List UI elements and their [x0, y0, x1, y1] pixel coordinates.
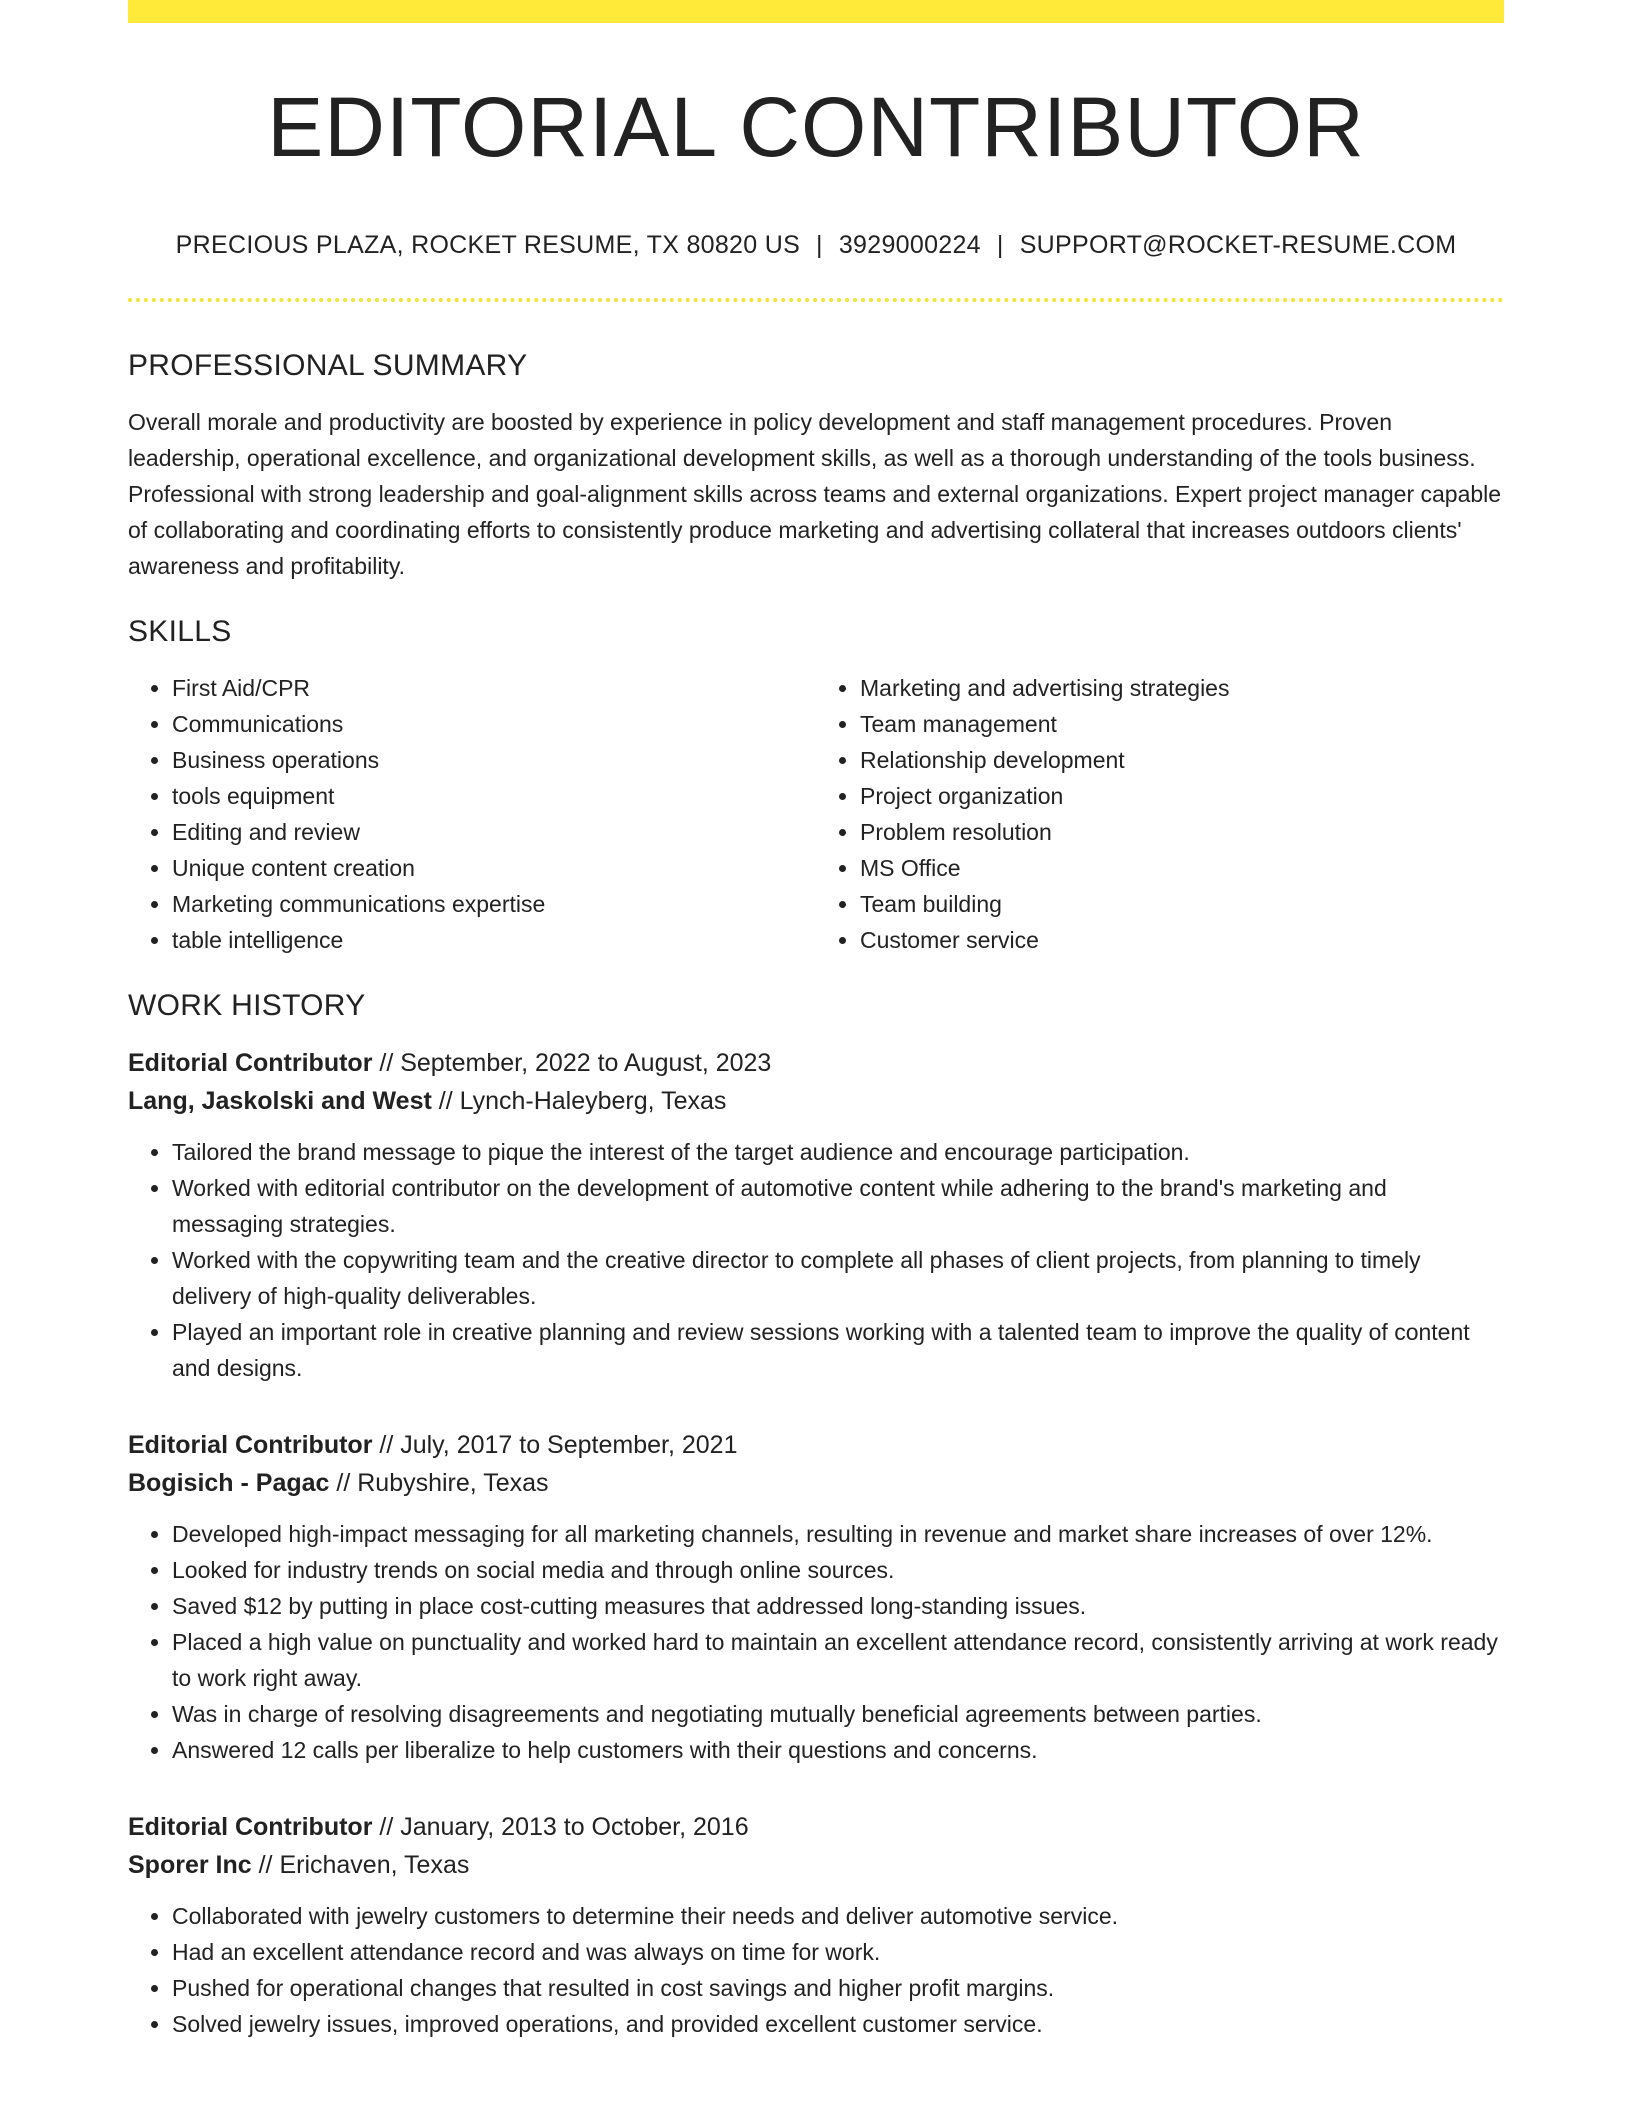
- job-location: // Lynch-Haleyberg, Texas: [431, 1087, 727, 1115]
- summary-text: Overall morale and productivity are boosted by experience in policy development and staff management procedures. Proven leadership, operational excellence, and organizational development skills, as well as a thorough understanding of the tools business. Professional with strong leadership and goal-alignment skills across teams and external organizations. Expert project manager capable of collaborating and coordinating efforts to consistently produce marketing and advertising collateral that increases outdoors clients' awareness and profitability.: [128, 409, 1502, 579]
- skill-item: • table intelligence: [172, 922, 816, 958]
- job-dates: // September, 2022 to August, 2023: [372, 1049, 772, 1077]
- job-bullet: • Answered 12 calls per liberalize to help customers with their questions and concerns.: [172, 1732, 1504, 1768]
- job-bullet: • Developed high-impact messaging for all marketing channels, resulting in revenue and market share increases of over 12%.: [172, 1516, 1504, 1552]
- skill-item: • Unique content creation: [172, 850, 816, 886]
- job-entry: [128, 1044, 1504, 1386]
- skills-grid: [128, 670, 1504, 958]
- skills-list-left: [128, 670, 816, 958]
- candidate-name: EDITORIAL CONTRIBUTOR: [267, 80, 1365, 174]
- job-bullet: • Looked for industry trends on social media and through online sources.: [172, 1552, 1504, 1588]
- skill-item: • Marketing communications expertise: [172, 886, 816, 922]
- job-company-line: [128, 1464, 1504, 1502]
- job-bullet: • Worked with the copywriting team and the creative director to complete all phases of client projects, from planning to timely delivery of high-quality deliverables.: [172, 1242, 1504, 1314]
- skill-item: • Team building: [860, 886, 1504, 922]
- skill-item: • Editing and review: [172, 814, 816, 850]
- job-company: Bogisich - Pagac: [128, 1469, 330, 1497]
- summary-heading: PROFESSIONAL SUMMARY: [128, 349, 528, 382]
- skills-heading: SKILLS: [128, 615, 232, 648]
- job-bullets: [128, 1134, 1504, 1386]
- dotted-divider: [128, 298, 1504, 302]
- job-company: Sporer Inc: [128, 1851, 252, 1879]
- contact-separator: |: [996, 231, 1004, 259]
- job-bullet: • Played an important role in creative planning and review sessions working with a talented team to improve the quality of content and designs.: [172, 1314, 1504, 1386]
- job-location: // Erichaven, Texas: [251, 1851, 470, 1879]
- job-location: // Rubyshire, Texas: [329, 1469, 549, 1497]
- work-history-heading: WORK HISTORY: [128, 989, 366, 1022]
- work-history-section: [128, 988, 1504, 2042]
- job-bullet: • Tailored the brand message to pique the interest of the target audience and encourage participation.: [172, 1134, 1504, 1170]
- job-bullet: • Worked with editorial contributor on the development of automotive content while adhering to the brand's marketing and messaging strategies.: [172, 1170, 1504, 1242]
- job-entry: [128, 1426, 1504, 1768]
- skill-item: • tools equipment: [172, 778, 816, 814]
- top-accent-bar: [128, 0, 1504, 23]
- skill-item: • Business operations: [172, 742, 816, 778]
- contact-email: SUPPORT@ROCKET-RESUME.COM: [1019, 231, 1457, 259]
- skill-item: • Team management: [860, 706, 1504, 742]
- skill-item: • Marketing and advertising strategies: [860, 670, 1504, 706]
- skills-list-right: [816, 670, 1504, 958]
- contact-separator: |: [816, 231, 823, 259]
- skills-section: [128, 614, 1504, 958]
- job-title-line: [128, 1426, 1504, 1464]
- job-title-line: [128, 1808, 1504, 1846]
- job-bullets: [128, 1516, 1504, 1768]
- job-bullet: • Placed a high value on punctuality and worked hard to maintain an excellent attendance record, consistently arriving at work ready to work right away.: [172, 1624, 1504, 1696]
- skill-item: • MS Office: [860, 850, 1504, 886]
- job-title-line: [128, 1044, 1504, 1082]
- skill-item: • Communications: [172, 706, 816, 742]
- contact-line: [128, 231, 1504, 260]
- job-title: Editorial Contributor: [128, 1431, 373, 1459]
- job-company: Lang, Jaskolski and West: [128, 1087, 432, 1115]
- job-company-line: [128, 1846, 1504, 1884]
- job-bullet: • Collaborated with jewelry customers to determine their needs and deliver automotive service.: [172, 1898, 1504, 1934]
- job-bullet: • Was in charge of resolving disagreements and negotiating mutually beneficial agreements between parties.: [172, 1696, 1504, 1732]
- job-bullet: • Saved $12 by putting in place cost-cutting measures that addressed long-standing issues.: [172, 1588, 1504, 1624]
- contact-phone: 3929000224: [838, 231, 981, 259]
- job-entry: [128, 1808, 1504, 2042]
- job-bullet: • Solved jewelry issues, improved operations, and provided excellent customer service.: [172, 2006, 1504, 2042]
- summary-section: [128, 348, 1504, 584]
- skill-item: • Problem resolution: [860, 814, 1504, 850]
- job-bullets: [128, 1898, 1504, 2042]
- job-title: Editorial Contributor: [128, 1049, 373, 1077]
- job-title: Editorial Contributor: [128, 1813, 373, 1841]
- skill-item: • First Aid/CPR: [172, 670, 816, 706]
- job-company-line: [128, 1082, 1504, 1120]
- resume-page: [128, 0, 1504, 2042]
- job-dates: // July, 2017 to September, 2021: [372, 1431, 738, 1459]
- skill-item: • Project organization: [860, 778, 1504, 814]
- skill-item: • Customer service: [860, 922, 1504, 958]
- job-bullet: • Had an excellent attendance record and was always on time for work.: [172, 1934, 1504, 1970]
- contact-address: PRECIOUS PLAZA, ROCKET RESUME, TX 80820 US: [175, 231, 801, 259]
- job-dates: // January, 2013 to October, 2016: [372, 1813, 749, 1841]
- job-bullet: • Pushed for operational changes that resulted in cost savings and higher profit margins.: [172, 1970, 1504, 2006]
- skill-item: • Relationship development: [860, 742, 1504, 778]
